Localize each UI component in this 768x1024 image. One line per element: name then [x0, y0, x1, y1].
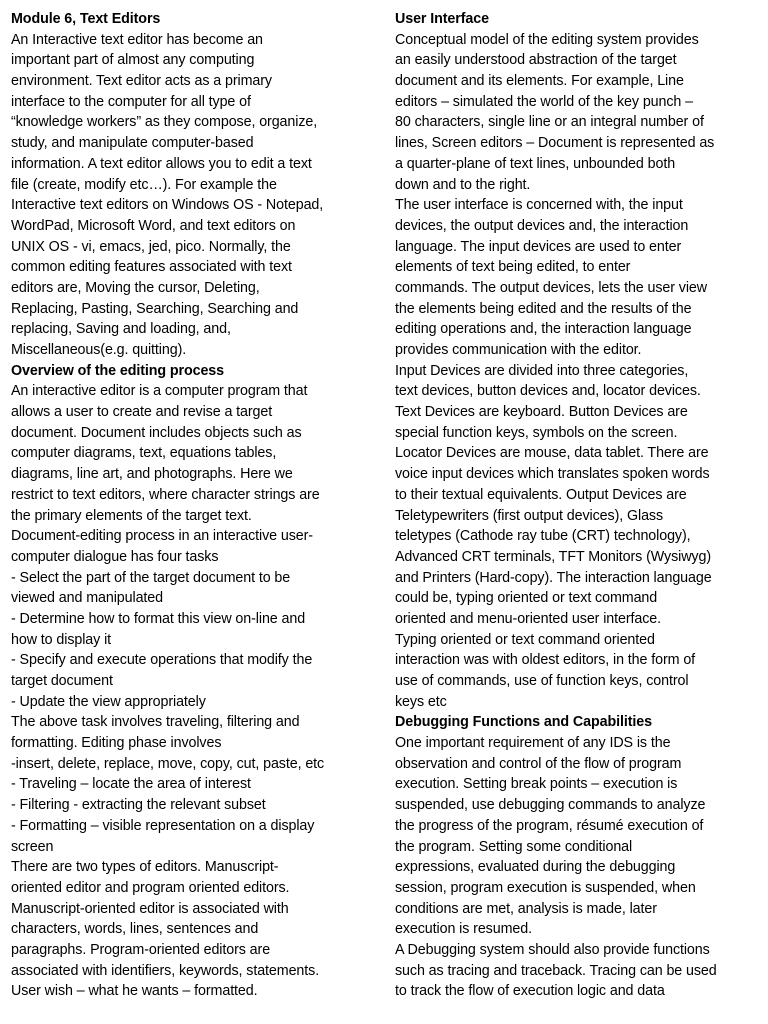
left-column-text-line: common editing features associated with text: [11, 259, 292, 276]
right-column-text-line: teletypes (Cathode ray tube (CRT) technology),: [395, 528, 691, 545]
right-column-text-line: elements of text being edited, to enter: [395, 259, 631, 276]
right-column-text-line: editors – simulated the world of the key punch –: [395, 93, 693, 110]
right-column-text-line: special function keys, symbols on the screen.: [395, 424, 678, 441]
left-column-text-line: important part of almost any computing: [11, 52, 255, 69]
right-column-text-line: an easily understood abstraction of the target: [395, 52, 677, 69]
left-column-text-line: computer dialogue has four tasks: [11, 548, 219, 565]
left-column-text-line: replacing, Saving and loading, and,: [11, 321, 231, 338]
right-column-text-line: and Printers (Hard-copy). The interaction language: [395, 569, 712, 586]
left-column-text-line: UNIX OS - vi, emacs, jed, pico. Normally, the: [11, 238, 291, 255]
right-column-text-line: execution. Setting break points – execution is: [395, 776, 678, 793]
left-column-text-line: information. A text editor allows you to edit a text: [11, 155, 312, 172]
right-column-text-line: interaction was with oldest editors, in the form of: [395, 652, 696, 669]
right-column-text-line: Typing oriented or text command oriented: [395, 631, 655, 648]
right-column-text-line: expressions, evaluated during the debugging: [395, 859, 676, 876]
left-column-text-line: - Select the part of the target document to be: [11, 569, 291, 586]
left-column-text-line: An interactive editor is a computer program that: [11, 383, 308, 400]
left-column-text-line: -insert, delete, replace, move, copy, cut, paste, etc: [11, 755, 325, 772]
right-column-text-line: the elements being edited and the results of the: [395, 300, 692, 317]
left-column-text-line: Replacing, Pasting, Searching, Searching and: [11, 300, 299, 317]
right-column-text-line: observation and control of the flow of program: [395, 755, 682, 772]
left-column-text-line: - Determine how to format this view on-line and: [11, 610, 306, 627]
right-column-text-line: commands. The output devices, lets the user view: [395, 279, 708, 296]
right-column-text-line: keys etc: [395, 693, 447, 710]
left-column-text-line: document. Document includes objects such as: [11, 424, 302, 441]
left-column-text-line: Manuscript-oriented editor is associated with: [11, 900, 289, 917]
left-column-text-line: - Formatting – visible representation on a display: [11, 817, 315, 834]
left-column-text-line: An Interactive text editor has become an: [11, 31, 263, 48]
left-column-text-line: allows a user to create and revise a target: [11, 404, 273, 421]
right-column-text-line: Input Devices are divided into three categories,: [395, 362, 689, 379]
left-column-text-line: associated with identifiers, keywords, statements.: [11, 962, 320, 979]
right-column-text-line: 80 characters, single line or an integral number of: [395, 114, 704, 131]
left-column-text-line: editors are, Moving the cursor, Deleting,: [11, 279, 260, 296]
left-column-text-line: formatting. Editing phase involves: [11, 735, 222, 752]
left-column-text-line: WordPad, Microsoft Word, and text editors on: [11, 217, 296, 234]
right-column-text-line: Text Devices are keyboard. Button Devices are: [395, 404, 688, 421]
left-column-text-line: study, and manipulate computer-based: [11, 135, 254, 152]
left-column-text-line: how to display it: [11, 631, 112, 648]
left-column-heading: Module 6, Text Editors: [11, 11, 161, 27]
left-column-text-line: Document-editing process in an interactive user-: [11, 528, 313, 545]
left-column-text-line: the primary elements of the target text.: [11, 507, 252, 524]
right-column-text-line: such as tracing and traceback. Tracing can be used: [395, 962, 717, 979]
left-column-text-line: characters, words, lines, sentences and: [11, 921, 259, 938]
right-column-text-line: voice input devices which translates spoken words: [395, 466, 710, 483]
left-column-text-line: viewed and manipulated: [11, 590, 163, 607]
left-column-text-line: User wish – what he wants – formatted.: [11, 983, 258, 1000]
right-column-text-line: to their textual equivalents. Output Devices are: [395, 486, 687, 503]
left-column-text-line: The above task involves traveling, filtering and: [11, 714, 300, 731]
left-column-text-line: diagrams, line art, and photographs. Here we: [11, 466, 293, 483]
right-column-text-line: the program. Setting some conditional: [395, 838, 633, 855]
right-column-text-line: suspended, use debugging commands to analyze: [395, 797, 706, 814]
right-column-text-line: Advanced CRT terminals, TFT Monitors (Wysiwyg): [395, 548, 711, 565]
right-column-text-line: session, program execution is suspended, when: [395, 879, 696, 896]
right-column-text-line: A Debugging system should also provide functions: [395, 941, 710, 958]
right-column: [395, 9, 763, 1002]
left-column-text-line: “knowledge workers” as they compose, organize,: [11, 114, 318, 131]
right-column-text-line: Teletypewriters (first output devices), Glass: [395, 507, 664, 524]
left-column-text-line: interface to the computer for all type of: [11, 93, 251, 110]
right-column-text-line: to track the flow of execution logic and data: [395, 983, 665, 1000]
left-column-text-line: restrict to text editors, where character strings are: [11, 486, 320, 503]
left-column-text-line: screen: [11, 838, 54, 855]
left-column-text-line: - Update the view appropriately: [11, 693, 206, 710]
right-column-text-line: Conceptual model of the editing system provides: [395, 31, 699, 48]
right-column-text-line: conditions are met, analysis is made, later: [395, 900, 657, 917]
left-column-text-line: Interactive text editors on Windows OS - Notepad,: [11, 197, 324, 214]
right-column-text-line: Locator Devices are mouse, data tablet. There are: [395, 445, 709, 462]
left-column-text-line: - Traveling – locate the area of interest: [11, 776, 251, 793]
right-column-text-line: The user interface is concerned with, the input: [395, 197, 683, 214]
right-column-text-line: execution is resumed.: [395, 921, 532, 938]
left-column-text-line: - Specify and execute operations that modify the: [11, 652, 313, 669]
right-column-heading: Debugging Functions and Capabilities: [395, 714, 652, 731]
right-column-text-line: lines, Screen editors – Document is represented as: [395, 135, 715, 152]
left-column-text-line: target document: [11, 673, 113, 689]
right-column-text-line: provides communication with the editor.: [395, 342, 642, 358]
left-column-heading: Overview of the editing process: [11, 362, 225, 379]
right-column-text-line: devices, the output devices and, the interaction: [395, 217, 689, 234]
left-column-text-line: oriented editor and program oriented editors.: [11, 879, 290, 896]
left-column-text-line: Miscellaneous(e.g. quitting).: [11, 342, 187, 358]
left-column-text-line: paragraphs. Program-oriented editors are: [11, 941, 271, 958]
right-column-text-line: oriented and menu-oriented user interface.: [395, 610, 662, 627]
left-column-text-line: There are two types of editors. Manuscript-: [11, 859, 279, 876]
right-column-text-line: One important requirement of any IDS is the: [395, 735, 671, 752]
right-column-text-line: the progress of the program, résumé execution of: [395, 817, 704, 834]
left-column-text-line: environment. Text editor acts as a primary: [11, 73, 272, 90]
right-column-text-line: could be, typing oriented or text command: [395, 590, 658, 607]
left-column: [11, 9, 383, 1002]
right-column-text-line: down and to the right.: [395, 176, 531, 193]
left-column-text-line: file (create, modify etc…). For example the: [11, 176, 277, 193]
right-column-text-line: a quarter-plane of text lines, unbounded both: [395, 155, 676, 172]
right-column-text-line: use of commands, use of function keys, control: [395, 673, 689, 689]
right-column-text-line: document and its elements. For example, Line: [395, 73, 684, 90]
right-column-text-line: editing operations and, the interaction language: [395, 321, 692, 338]
left-column-text-line: - Filtering - extracting the relevant subset: [11, 797, 266, 814]
right-column-text-line: text devices, button devices and, locator devices.: [395, 383, 701, 400]
left-column-text-line: computer diagrams, text, equations tables,: [11, 445, 277, 462]
right-column-text-line: language. The input devices are used to enter: [395, 238, 682, 255]
right-column-heading: User Interface: [395, 11, 489, 27]
